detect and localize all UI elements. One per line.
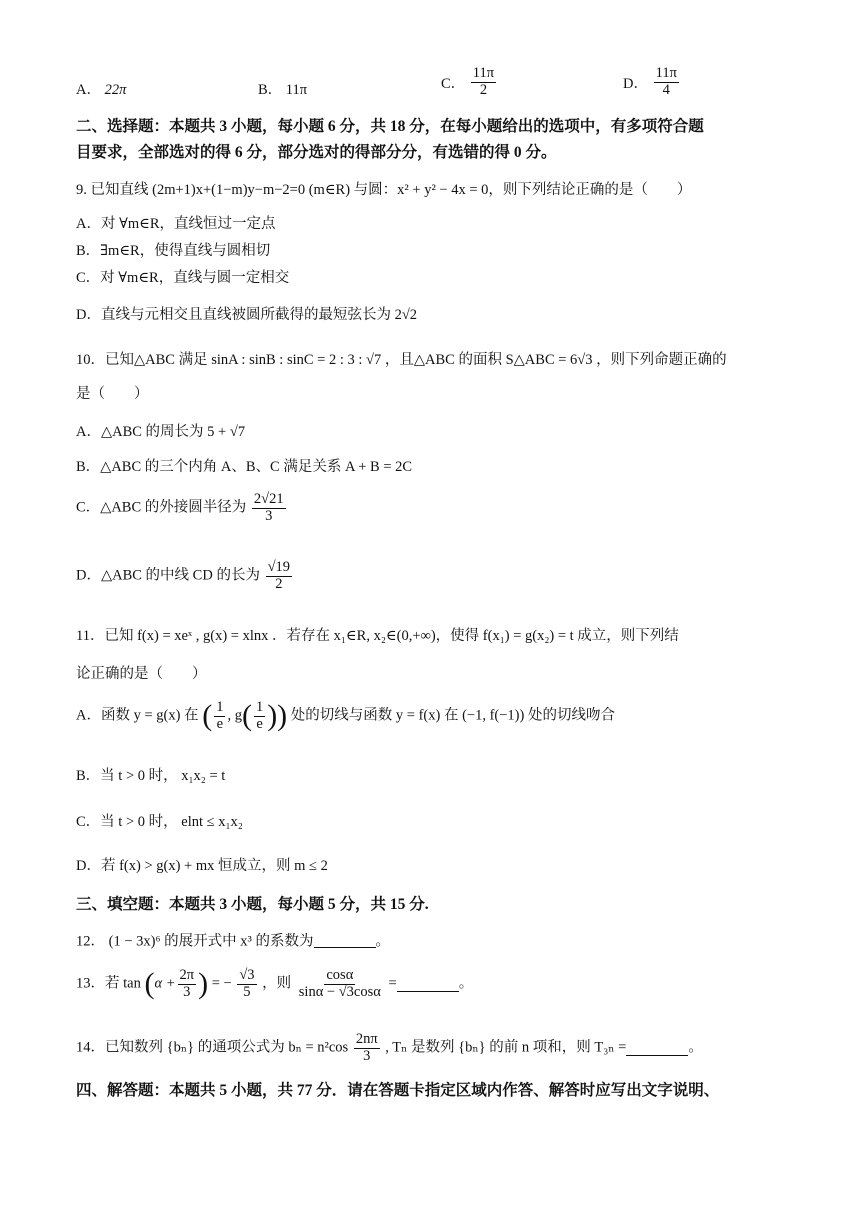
cos-fraction bbox=[354, 1032, 380, 1065]
fraction-numerator: 1 bbox=[255, 698, 264, 715]
fraction-denominator: e bbox=[256, 715, 263, 732]
q10-option-c bbox=[76, 492, 288, 525]
section3-heading: 三、填空题：本题共 3 小题，每小题 5 分，共 15 分. bbox=[76, 896, 429, 913]
option-fraction bbox=[471, 66, 496, 99]
section4-heading: 四、解答题：本题共 5 小题，共 77 分．请在答题卡指定区域内作答、解答时应写出文字说明、 bbox=[76, 1082, 720, 1099]
option-value: 22π bbox=[104, 82, 127, 98]
option-text: D．△ABC 的中线 CD 的长为 bbox=[76, 567, 260, 584]
equals-text: = bbox=[388, 975, 397, 992]
option-label: C． bbox=[441, 75, 466, 92]
fraction-numerator: 11π bbox=[472, 65, 495, 81]
option-fraction bbox=[214, 700, 225, 733]
q13 bbox=[76, 966, 473, 1002]
option-text: C．△ABC 的外接圆半径为 bbox=[76, 499, 247, 516]
fraction-numerator: 11π bbox=[655, 65, 677, 81]
q9-stem: 9. 已知直线 (2m+1)x+(1−m)y−m−2=0 (m∈R) 与圆：x² + y² − 4x = 0，则下列结论正确的是（ ） bbox=[76, 182, 692, 198]
q12 bbox=[76, 932, 390, 951]
fraction-denominator: e bbox=[216, 715, 224, 732]
option-fraction bbox=[266, 560, 292, 593]
option-label: A． bbox=[76, 82, 101, 98]
question-text: 13．若 tan bbox=[76, 975, 141, 992]
fraction-denominator: 4 bbox=[662, 81, 670, 98]
q8-option-c bbox=[441, 66, 498, 99]
angle-text: α + bbox=[154, 975, 176, 992]
q11-option-d: D．若 f(x) > g(x) + mx 恒成立，则 m ≤ 2 bbox=[76, 858, 328, 874]
fraction-numerator: √3 bbox=[239, 966, 255, 983]
fraction-numerator: 1 bbox=[216, 698, 224, 715]
angle-fraction bbox=[178, 968, 197, 1001]
option-value: 11π bbox=[285, 82, 308, 98]
q8-option-b bbox=[258, 78, 307, 99]
fraction-numerator: cosα bbox=[326, 966, 354, 983]
option-fraction bbox=[252, 492, 286, 525]
section2-heading-line2: 目要求，全部选对的得 6 分，部分选对的得部分分，有选错的得 0 分。 bbox=[76, 144, 557, 161]
option-text: A．函数 y = g(x) 在 bbox=[76, 707, 199, 724]
fraction-numerator: 2√21 bbox=[253, 491, 284, 507]
q10-option-a: A．△ABC 的周长为 5 + √7 bbox=[76, 424, 246, 440]
question-end: 。 bbox=[458, 975, 474, 992]
q10-option-d bbox=[76, 560, 294, 593]
q10-stem-line2: 是（ ） bbox=[76, 386, 149, 402]
q14 bbox=[76, 1032, 703, 1065]
q9-option-a: A．对 ∀m∈R，直线恒过一定点 bbox=[76, 216, 276, 232]
question-text: , Tₙ 是数列 {bₙ} 的前 n 项和，则 T₃ₙ = bbox=[385, 1039, 627, 1056]
rhs-fraction bbox=[237, 968, 256, 1001]
q10-stem-line1: 10．已知△ABC 满足 sinA : sinB : sinC = 2 : 3 : √7 ，且△ABC 的面积 S△ABC = 6√3 ，则下列命题正确的 bbox=[76, 352, 727, 368]
paren-open-inner: ( bbox=[241, 699, 252, 732]
expr-fraction bbox=[297, 968, 383, 1001]
paren-open: ( bbox=[202, 699, 213, 732]
q11-stem-line1: 11．已知 f(x) = xeˣ , g(x) = xlnx ．若存在 x₁∈R, x₂∈(0,+∞)，使得 f(x₁) = g(x₂) = t 成立，则下列结 bbox=[76, 628, 679, 644]
option-text: 处的切线与函数 y = f(x) 在 (−1, f(−1)) 处的切线吻合 bbox=[290, 707, 615, 724]
answer-blank[interactable] bbox=[397, 976, 459, 992]
question-text: 14．已知数列 {bₙ} 的通项公式为 bₙ = n²cos bbox=[76, 1039, 349, 1056]
q11-option-a bbox=[76, 698, 615, 734]
fraction-denominator: 2 bbox=[275, 575, 283, 592]
section2-heading-line1: 二、选择题：本题共 3 小题，每小题 6 分，共 18 分，在每小题给出的选项中，有多项符合题 bbox=[76, 118, 704, 135]
paren-close: ) bbox=[198, 967, 209, 1000]
q8-option-d bbox=[623, 66, 681, 99]
paren-close: )) bbox=[267, 699, 288, 732]
option-label: D． bbox=[623, 75, 648, 92]
answer-blank[interactable] bbox=[626, 1041, 688, 1057]
paren-open: ( bbox=[144, 967, 155, 1000]
q10-option-b: B．△ABC 的三个内角 A、B、C 满足关系 A + B = 2C bbox=[76, 459, 413, 475]
q9-option-b: B．∃m∈R，使得直线与圆相切 bbox=[76, 243, 271, 259]
fraction-denominator: 3 bbox=[265, 507, 273, 524]
q9-option-c: C．对 ∀m∈R，直线与圆一定相交 bbox=[76, 270, 290, 286]
fraction-denominator: 3 bbox=[183, 983, 191, 1000]
option-fraction bbox=[654, 66, 679, 99]
fraction-numerator: 2π bbox=[179, 966, 195, 983]
question-text: 12． (1 − 3x)⁶ 的展开式中 x³ 的系数为 bbox=[76, 933, 314, 950]
fraction-denominator: sinα − √3cosα bbox=[298, 983, 381, 1000]
comma-g: , g bbox=[227, 707, 242, 724]
q8-option-a bbox=[76, 78, 126, 99]
option-label: B． bbox=[258, 82, 283, 98]
fraction-numerator: 2nπ bbox=[355, 1031, 378, 1047]
fraction-denominator: 5 bbox=[243, 983, 251, 1000]
fraction-numerator: √19 bbox=[267, 559, 291, 575]
q11-option-b: B．当 t > 0 时， x₁x₂ = t bbox=[76, 768, 226, 784]
q11-stem-line2: 论正确的是（ ） bbox=[76, 666, 207, 682]
question-end: 。 bbox=[375, 933, 390, 950]
question-end: 。 bbox=[688, 1039, 703, 1056]
fraction-denominator: 3 bbox=[363, 1047, 371, 1064]
fraction-denominator: 2 bbox=[479, 81, 488, 98]
equals-text: = − bbox=[211, 975, 232, 992]
q11-option-c: C．当 t > 0 时， elnt ≤ x₁x₂ bbox=[76, 814, 243, 830]
q9-option-d: D．直线与元相交且直线被圆所截得的最短弦长为 2√2 bbox=[76, 307, 418, 323]
question-text: ，则 bbox=[262, 975, 292, 992]
option-fraction bbox=[254, 700, 265, 733]
answer-blank[interactable] bbox=[314, 932, 376, 948]
